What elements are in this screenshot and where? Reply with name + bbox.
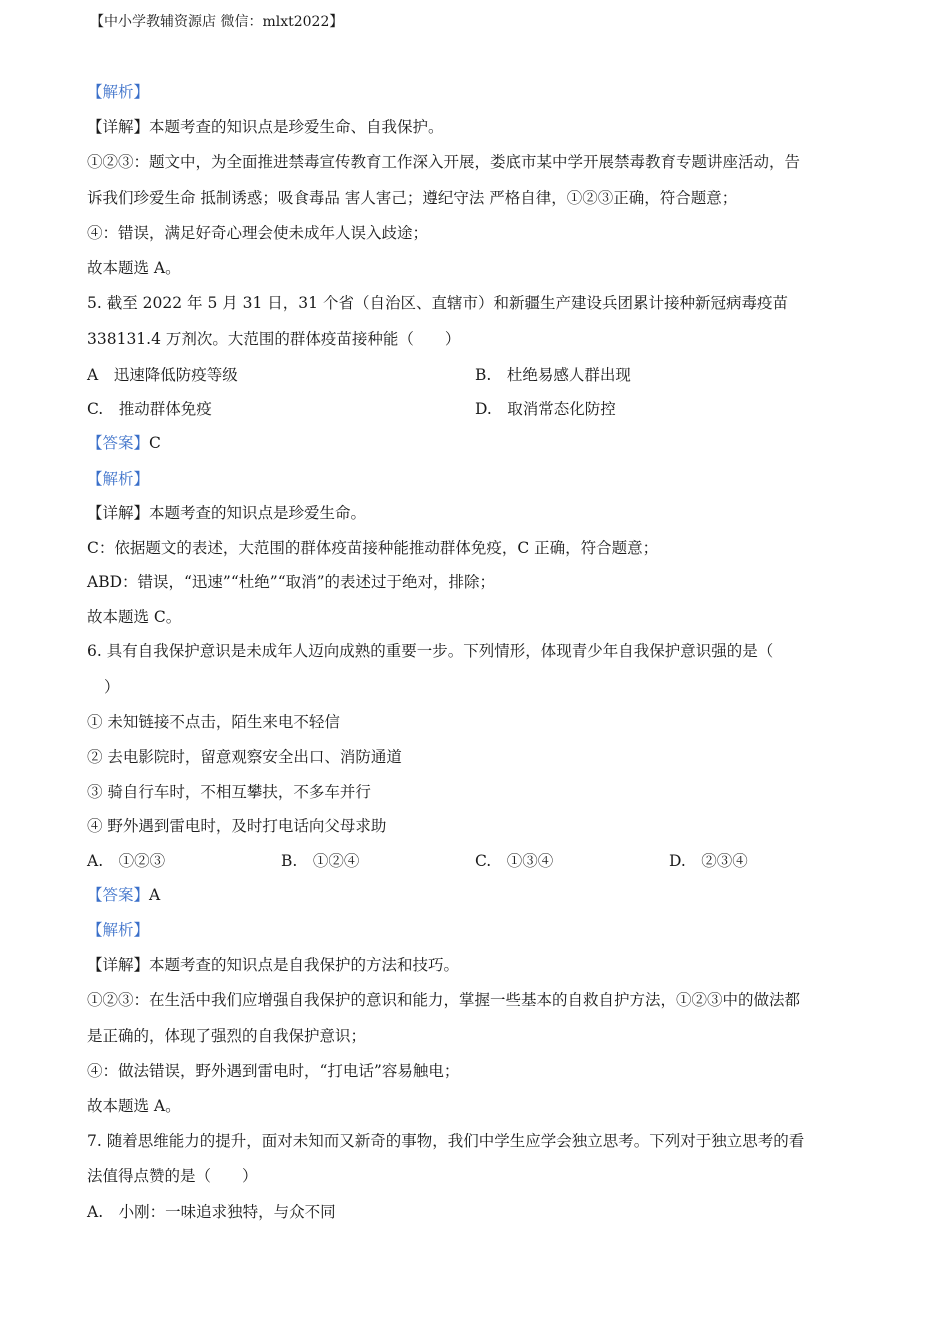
detail-label: 【详解】 [87, 956, 150, 974]
explanation-line: ①②③：在生活中我们应增强自我保护的意识和能力，掌握一些基本的自救自护方法，①②③中的做法都 [87, 991, 801, 1009]
option-c: C. 推动群体免疫 [87, 400, 212, 418]
conclusion-line: 故本题选 A。 [87, 259, 181, 277]
option-d: D. ②③④ [669, 852, 748, 870]
option-c: C. ①③④ [475, 852, 554, 870]
page-header: 【中小学教辅资源店 微信：mlxt2022】 [90, 14, 344, 30]
option-b: B. 杜绝易感人群出现 [475, 366, 631, 384]
explanation-line: ABD：错误，“迅速”“杜绝”“取消”的表述过于绝对，排除； [87, 573, 496, 591]
explanation-line: ④：做法错误，野外遇到雷电时，“打电话”容易触电； [87, 1062, 460, 1080]
explanation-line: ④：错误，满足好奇心理会使未成年人误入歧途； [87, 224, 429, 242]
detail-paragraph [87, 955, 459, 975]
detail-text: 本题考查的知识点是自我保护的方法和技巧。 [149, 956, 460, 974]
explanation-line: 是正确的，体现了强烈的自我保护意识； [87, 1027, 367, 1045]
answer-value: C [149, 434, 161, 452]
option-a: A. ①②③ [87, 852, 166, 870]
option-b: B. ①②④ [281, 852, 360, 870]
statement-item: ① 未知链接不点击，陌生来电不轻信 [87, 713, 340, 731]
answer-label: 【答案】 [87, 434, 150, 452]
analysis-label: 【解析】 [87, 83, 150, 101]
statement-item: ③ 骑自行车时，不相互攀扶，不多车并行 [87, 783, 371, 801]
question-6-stem-cont: ） [104, 678, 120, 696]
question-5-stem-cont: 338131.4 万剂次。大范围的群体疫苗接种能（ ） [87, 330, 461, 348]
explanation-line: C：依据题文的表述，大范围的群体疫苗接种能推动群体免疫，C 正确，符合题意； [87, 539, 659, 557]
option-d: D. 取消常态化防控 [475, 400, 616, 418]
answer-line [87, 433, 161, 453]
option-a: A 迅速降低防疫等级 [87, 366, 238, 384]
statement-item: ② 去电影院时，留意观察安全出口、消防通道 [87, 748, 402, 766]
analysis-label: 【解析】 [87, 921, 150, 939]
answer-line [87, 885, 160, 905]
analysis-label: 【解析】 [87, 470, 150, 488]
option-a: A. 小刚：一味追求独特，与众不同 [87, 1203, 336, 1221]
answer-value: A [149, 886, 161, 904]
question-7-stem-cont: 法值得点赞的是（ ） [87, 1167, 258, 1185]
detail-text: 本题考查的知识点是珍爱生命。 [149, 504, 367, 522]
answer-label: 【答案】 [87, 886, 150, 904]
conclusion-line: 故本题选 A。 [87, 1097, 181, 1115]
question-7-stem: 7. 随着思维能力的提升，面对未知而又新奇的事物，我们中学生应学会独立思考。下列对于独立思考的看 [87, 1132, 805, 1150]
question-6-stem: 6. 具有自我保护意识是未成年人迈向成熟的重要一步。下列情形，体现青少年自我保护意识强的是（ [87, 642, 774, 660]
detail-paragraph [87, 117, 444, 137]
question-5-stem: 5. 截至 2022 年 5 月 31 日，31 个省（自治区、直辖市）和新疆生产建设兵团累计接种新冠病毒疫苗 [87, 294, 788, 312]
conclusion-line: 故本题选 C。 [87, 608, 182, 626]
explanation-line: 诉我们珍爱生命 抵制诱惑；吸食毒品 害人害己；遵纪守法 严格自律，①②③正确，符合题意； [87, 189, 738, 207]
detail-label: 【详解】 [87, 118, 150, 136]
explanation-line: ①②③：题文中，为全面推进禁毒宣传教育工作深入开展，娄底市某中学开展禁毒教育专题讲座活动，告 [87, 153, 801, 171]
detail-text: 本题考查的知识点是珍爱生命、自我保护。 [149, 118, 444, 136]
statement-item: ④ 野外遇到雷电时，及时打电话向父母求助 [87, 817, 387, 835]
detail-label: 【详解】 [87, 504, 150, 522]
detail-paragraph [87, 503, 366, 523]
